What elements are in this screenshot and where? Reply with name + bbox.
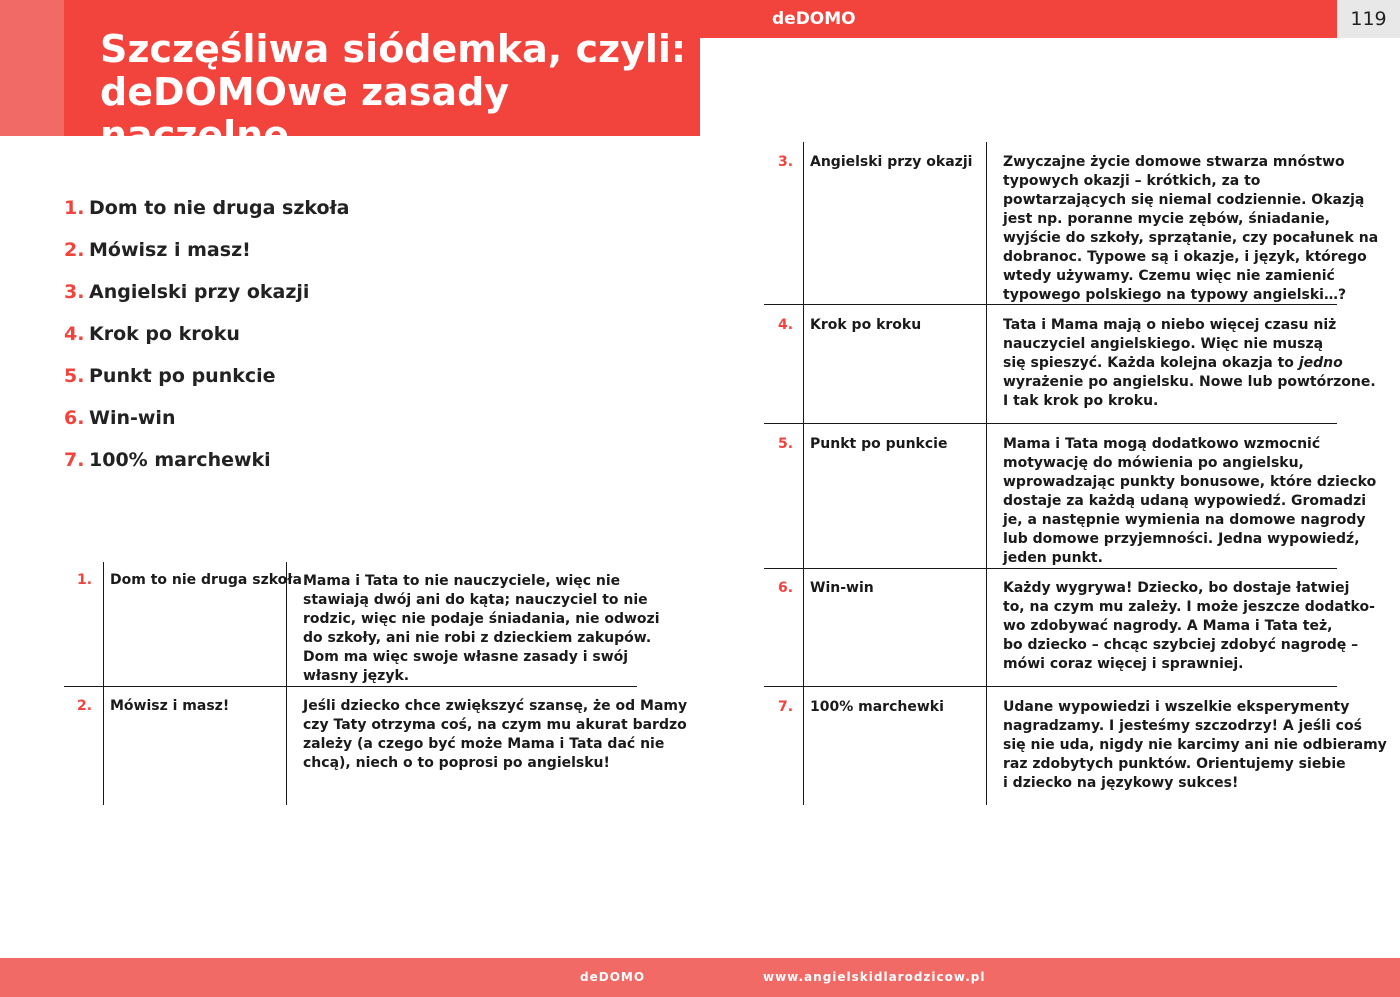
list-item bbox=[64, 407, 349, 449]
table-column-divider bbox=[803, 142, 804, 805]
list-item-label: 100% marchewki bbox=[89, 449, 271, 471]
table-row-number: 4. bbox=[778, 317, 794, 333]
footer-brand: deDOMO bbox=[580, 970, 646, 984]
table-column-divider bbox=[286, 562, 287, 805]
table-row-name: Win-win bbox=[810, 580, 874, 596]
page-title-line2: deDOMOwe zasady naczelne bbox=[100, 70, 510, 157]
footer-bar bbox=[0, 958, 1400, 997]
table-row-name: Krok po kroku bbox=[810, 317, 922, 333]
table-column-divider bbox=[986, 142, 987, 805]
list-item-number: 6. bbox=[64, 407, 85, 429]
list-item bbox=[64, 239, 349, 281]
table-row-number: 7. bbox=[778, 699, 794, 715]
list-item-number: 5. bbox=[64, 365, 85, 387]
list-item-number: 3. bbox=[64, 281, 85, 303]
table-row-divider bbox=[764, 686, 1337, 687]
list-item-label: Krok po kroku bbox=[89, 323, 240, 345]
table-row-divider bbox=[764, 568, 1337, 569]
list-item-label: Angielski przy okazji bbox=[89, 281, 310, 303]
page-title bbox=[100, 28, 690, 157]
table-row-number: 1. bbox=[77, 572, 93, 588]
table-row-name: Angielski przy okazji bbox=[810, 154, 973, 170]
list-item bbox=[64, 197, 349, 239]
list-item-label: Mówisz i masz! bbox=[89, 239, 251, 261]
table-row-number: 5. bbox=[778, 436, 794, 452]
table-column-divider bbox=[103, 562, 104, 805]
page-number: 119 bbox=[1337, 0, 1400, 38]
table-row-name: Mówisz i masz! bbox=[110, 698, 230, 714]
table-row-divider bbox=[764, 423, 1337, 424]
list-item-number: 4. bbox=[64, 323, 85, 345]
page-title-line1: Szczęśliwa siódemka, czyli: bbox=[100, 27, 687, 71]
table-row-description: Zwyczajne życie domowe stwarza mnóstwo typowych okazji – krótkich, za to powtarzających się niemal codziennie. Okazją jest np. poranne mycie zębów, śniadanie, wyjście do szkoły, sprzątanie, czy pocałunek na dobranoc. Typowe są i okazje, i język, którego wtedy używamy. Czemu więc nie zamienić typowego polskiego na typowy angielski…? bbox=[1003, 154, 1379, 303]
table-row-description: Tata i Mama mają o niebo więcej czasu niż nauczyciel angielskiego. Więc nie muszą się spieszyć. Każda kolejna okazja to jedno wyrażenie po angielsku. Nowe lub powtórzone. I tak krok po kroku. bbox=[1003, 317, 1376, 409]
list-item bbox=[64, 281, 349, 323]
table-row-description: Udane wypowiedzi i wszelkie eksperymenty nagradzamy. I jesteśmy szczodrzy! A jeśli coś się nie uda, nigdy nie karcimy ani nie odbieramy raz zdobytych punktów. Orientujemy siebie i dziecko na językowy sukces! bbox=[1003, 699, 1387, 791]
table-row-description: Każdy wygrywa! Dziecko, bo dostaje łatwiej to, na czym mu zależy. I może jeszcze dodatko- wo zdobywać nagrody. A Mama i Tata też, bo dziecko – chcąc szybciej zdobyć nagrodę – mówi coraz więcej i sprawniej. bbox=[1003, 580, 1375, 672]
table-row-description: Mama i Tata mogą dodatkowo wzmocnić motywację do mówienia po angielsku, wprowadzając punkty bonusowe, które dziecko dostaje za każdą udaną wypowiedź. Gromadzi je, a następnie wymienia na domowe nagrody lub domowe przyjemności. Jedna wypowiedź, jeden punkt. bbox=[1003, 436, 1377, 566]
list-item bbox=[64, 365, 349, 407]
rules-list bbox=[64, 197, 349, 491]
list-item bbox=[64, 449, 349, 491]
list-item-number: 7. bbox=[64, 449, 85, 471]
table-row-name: Punkt po punkcie bbox=[810, 436, 948, 452]
list-item-number: 2. bbox=[64, 239, 85, 261]
table-row-description: Mama i Tata to nie nauczyciele, więc nie stawiają dwój ani do kąta; nauczyciel to nie rodzic, więc nie podaje śniadania, nie odwozi do szkoły, ani nie robi z dzieckiem zakupów. Dom ma więc swoje własne zasady i swój własny język. bbox=[303, 573, 660, 684]
table-row-divider bbox=[64, 686, 637, 687]
list-item-label: Dom to nie druga szkoła bbox=[89, 197, 350, 219]
table-row-number: 2. bbox=[77, 698, 93, 714]
table-row-name: 100% marchewki bbox=[810, 699, 944, 715]
table-row-number: 3. bbox=[778, 154, 794, 170]
footer-url[interactable]: www.angielskidlarodzicow.pl bbox=[763, 970, 986, 984]
header-stripe bbox=[0, 0, 64, 136]
list-item-label: Win-win bbox=[89, 407, 176, 429]
header-brand: deDOMO bbox=[772, 9, 856, 29]
table-row-name: Dom to nie druga szkoła bbox=[110, 572, 302, 588]
list-item-label: Punkt po punkcie bbox=[89, 365, 276, 387]
table-row-number: 6. bbox=[778, 580, 794, 596]
list-item-number: 1. bbox=[64, 197, 85, 219]
list-item bbox=[64, 323, 349, 365]
emphasis-word: jedno bbox=[1298, 355, 1343, 371]
table-row-description: Jeśli dziecko chce zwiększyć szansę, że od Mamy czy Taty otrzyma coś, na czym mu akurat bardzo zależy (a czego być może Mama i Tata dać nie chcą), niech o to poprosi po angielsku! bbox=[303, 698, 688, 771]
